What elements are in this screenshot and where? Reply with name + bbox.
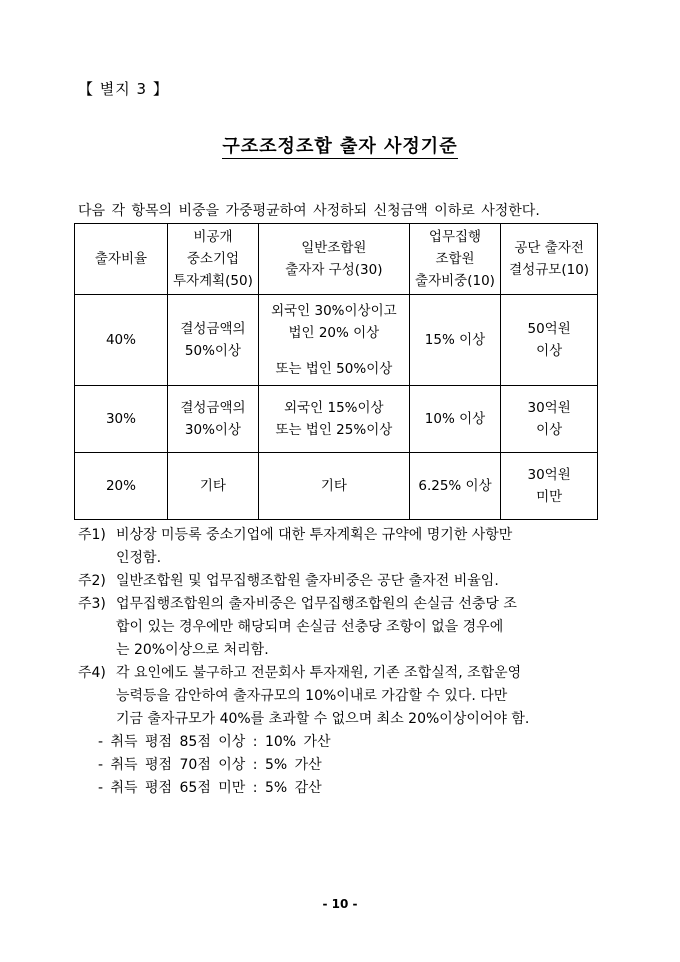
- note-line: 업무집행조합원의 출자비중은 업무집행조합원의 손실금 선충당 조: [116, 596, 517, 612]
- cell-scale: [501, 386, 598, 453]
- cell-sme: [167, 295, 258, 386]
- attachment-label: 【 별지 3 】: [78, 80, 169, 98]
- note-line: 각 요인에도 불구하고 전문회사 투자재원, 기존 조합실적, 조합운영: [116, 665, 522, 681]
- cell-gap: [262, 344, 406, 358]
- criteria-table: [74, 223, 598, 520]
- note-line: 비상장 미등록 중소기업에 대한 투자계획은 규약에 명기한 사항만: [116, 527, 513, 543]
- header-fund-scale: [501, 224, 598, 295]
- cell-line: 30억원: [527, 400, 571, 416]
- cell-composition: [258, 295, 409, 386]
- cell-line: 50억원: [527, 321, 571, 337]
- notes-section: [78, 524, 618, 800]
- cell-line: 기타: [320, 478, 347, 494]
- note-line: 능력등을 감안하여 출자규모의 10%이내로 가감할 수 있다. 다만: [116, 688, 508, 704]
- page-number: - 10 -: [322, 897, 358, 911]
- note-text: [116, 524, 618, 570]
- note-text: [116, 662, 618, 731]
- note-4: [78, 662, 618, 731]
- cell-gp-share: 10% 이상: [409, 386, 500, 453]
- cell-line: 또는 법인 50%이상: [275, 361, 393, 377]
- cell-line: 외국인 15%이상: [284, 400, 384, 416]
- note-line: 는 20%이상으로 처리함.: [116, 642, 269, 658]
- cell-sme: [167, 453, 258, 520]
- note-1: [78, 524, 618, 570]
- cell-sme: [167, 386, 258, 453]
- note-2: [78, 570, 618, 593]
- note-text: [116, 593, 618, 662]
- note-label: 주2): [78, 573, 106, 589]
- note-label: 주3): [78, 596, 106, 612]
- header-line: 투자계획(50): [173, 273, 253, 289]
- cell-line: 이상: [536, 422, 563, 438]
- header-investor-composition: [258, 224, 409, 295]
- header-line: 업무집행: [428, 229, 482, 245]
- cell-line: 외국인 30%이상이고: [271, 303, 397, 319]
- note-label: 주1): [78, 527, 106, 543]
- cell-line: 50%이상: [184, 343, 241, 359]
- note-line: 기금 출자규모가 40%를 초과할 수 없으며 최소 20%이상이어야 함.: [116, 711, 530, 727]
- note-line: 인정함.: [116, 550, 162, 566]
- list-item: - 취득 평점 85점 이상 : 10% 가산: [98, 734, 331, 750]
- header-line: 결성규모(10): [509, 262, 590, 278]
- cell-line: 기타: [199, 478, 226, 494]
- table-row: [75, 453, 598, 520]
- adjustment-list: [98, 731, 618, 800]
- note-label: 주4): [78, 665, 106, 681]
- header-line: 일반조합원: [301, 240, 367, 256]
- cell-composition: [258, 386, 409, 453]
- document-title: [0, 132, 680, 158]
- cell-line: 미만: [536, 489, 563, 505]
- cell-scale: [501, 453, 598, 520]
- document-title-text: 구조조정조합 출자 사정기준: [222, 136, 458, 157]
- cell-line: 결성금액의: [180, 400, 246, 416]
- header-ratio-line: 출자비율: [94, 251, 148, 267]
- table-row: [75, 295, 598, 386]
- cell-line: 법인 20% 이상: [288, 325, 380, 341]
- header-line: 출자비중(10): [415, 273, 495, 289]
- header-ratio: [75, 224, 168, 295]
- cell-composition: [258, 453, 409, 520]
- cell-line: 30억원: [527, 467, 571, 483]
- header-line: 비공개: [193, 229, 233, 245]
- cell-line: 이상: [536, 343, 563, 359]
- note-text: [116, 570, 618, 593]
- note-line: 합이 있는 경우에만 해당되며 손실금 선충당 조항이 없을 경우에: [116, 619, 504, 635]
- header-line: 조합원: [435, 251, 475, 267]
- cell-ratio: 20%: [75, 453, 168, 520]
- intro-text: 다음 각 항목의 비중을 가중평균하여 사정하되 신청금액 이하로 사정한다.: [78, 203, 540, 219]
- cell-line: 30%이상: [184, 422, 241, 438]
- note-3: [78, 593, 618, 662]
- cell-line: 또는 법인 25%이상: [275, 422, 393, 438]
- cell-scale: [501, 295, 598, 386]
- header-line: 중소기업: [186, 251, 240, 267]
- list-item: - 취득 평점 70점 이상 : 5% 가산: [98, 757, 322, 773]
- table-header-row: [75, 224, 598, 295]
- header-line: 출자자 구성(30): [285, 262, 383, 278]
- header-line: 공단 출자전: [514, 240, 584, 256]
- header-sme-plan: [167, 224, 258, 295]
- list-item: - 취득 평점 65점 미만 : 5% 감산: [98, 780, 322, 796]
- cell-ratio: 40%: [75, 295, 168, 386]
- cell-line: 결성금액의: [180, 321, 246, 337]
- cell-gp-share: 15% 이상: [409, 295, 500, 386]
- cell-ratio: 30%: [75, 386, 168, 453]
- note-line: 일반조합원 및 업무집행조합원 출자비중은 공단 출자전 비율임.: [116, 573, 499, 589]
- header-gp-share: [409, 224, 500, 295]
- table-row: [75, 386, 598, 453]
- cell-gp-share: 6.25% 이상: [409, 453, 500, 520]
